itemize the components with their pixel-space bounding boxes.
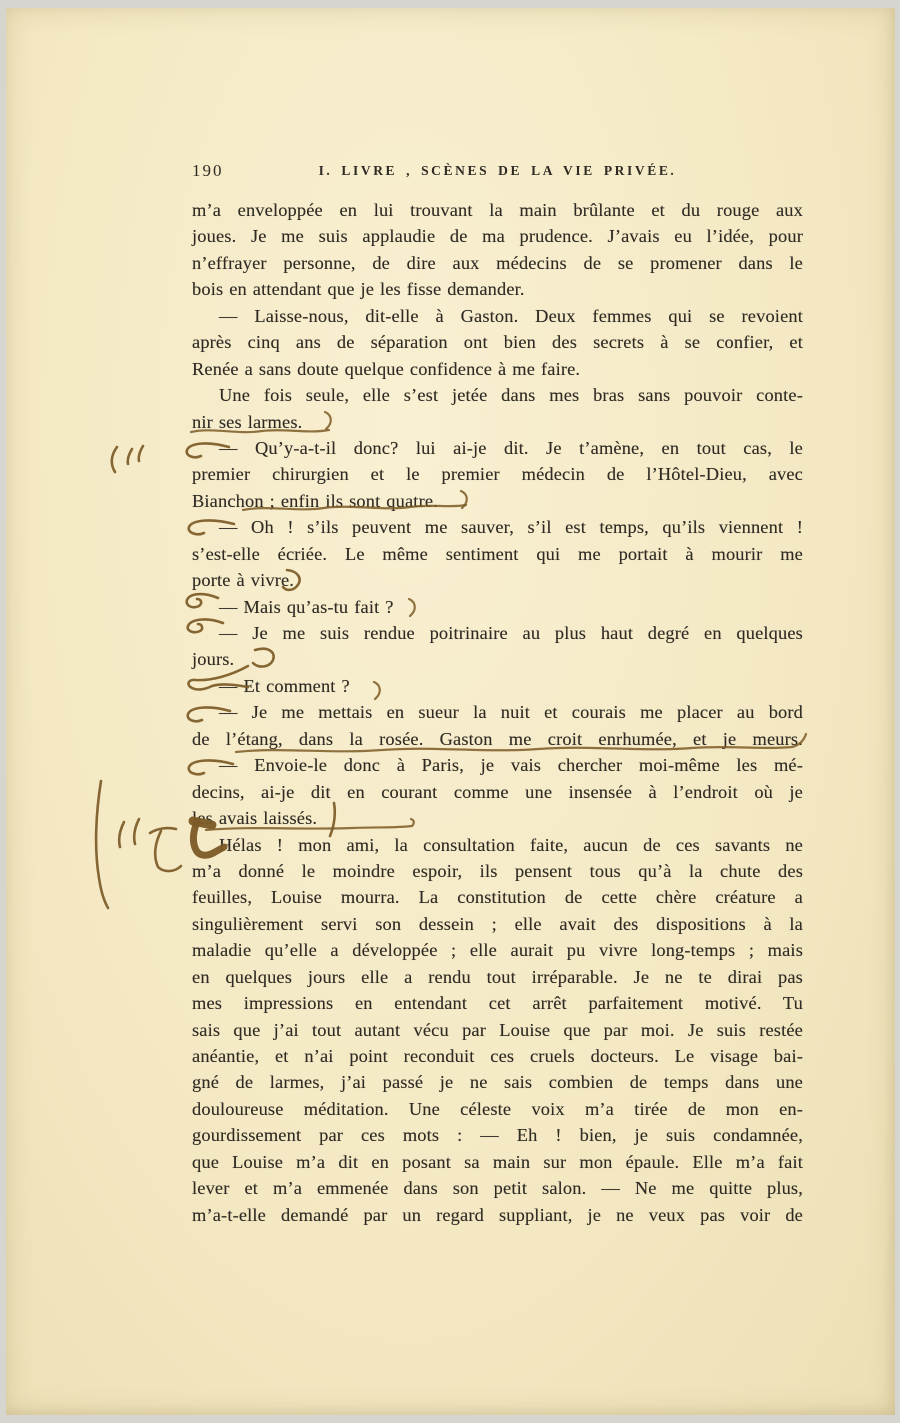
text-line: m’a donné le moindre espoir, ils pensent tous qu’à la chute des — [192, 860, 803, 881]
text-line: Hélas ! mon ami, la consultation faite, aucun de ces savants ne — [219, 834, 803, 855]
text-line: nir ses larmes. — [192, 411, 303, 432]
text-line: — Mais qu’as-tu fait ? — [219, 596, 394, 617]
text-line: que Louise m’a dit en posant sa main sur mon épaule. Elle m’a fait — [192, 1151, 803, 1172]
text-line: s’est-elle écriée. Le même sentiment qui me portait à mourir me — [192, 543, 803, 564]
text-line: en quelques jours elle a rendu tout irréparable. Je ne te dirai pas — [192, 966, 803, 987]
text-line: — Et comment ? — [219, 675, 350, 696]
text-block — [192, 197, 803, 1228]
text-line: Une fois seule, elle s’est jetée dans mes bras sans pouvoir conte- — [219, 385, 803, 406]
text-line: — Je me suis rendue poitrinaire au plus haut degré en quelques — [219, 623, 803, 643]
text-line: joues. Je me suis applaudie de ma prudence. J’avais eu l’idée, pour — [192, 226, 803, 247]
text-line: porte à vivre. — [192, 570, 295, 591]
text-line: — Envoie-le donc à Paris, je vais chercher moi-même les mé- — [219, 755, 803, 776]
text-line: gourdissement par ces mots : — Eh ! bien, je suis condamnée, — [192, 1125, 803, 1146]
text-line: — Qu’y-a-t-il donc? lui ai-je dit. Je t’amène, en tout cas, le — [219, 437, 803, 458]
text-line: après cinq ans de séparation ont bien des secrets à se confier, et — [192, 332, 803, 353]
text-line: — Je me mettais en sueur la nuit et courais me placer au bord — [219, 702, 803, 723]
text-line: Bianchon ; enfin ils sont quatre. — [192, 490, 438, 511]
page-number: 190 — [192, 161, 224, 180]
text-line: maladie qu’elle a développée ; elle aurait pu vivre long-temps ; mais — [192, 940, 803, 961]
text-line: n’effrayer personne, de dire aux médecins de se promener dans le — [192, 252, 803, 273]
text-line: — Oh ! s’ils peuvent me sauver, s’il est temps, qu’ils viennent ! — [219, 517, 803, 538]
text-line: feuilles, Louise mourra. La constitution de cette chère créature a — [192, 887, 803, 908]
text-line: gné de larmes, j’ai passé je ne sais combien de temps dans une — [192, 1072, 803, 1093]
text-line: lever et m’a emmenée dans son petit salon. — Ne me quitte plus, — [192, 1178, 803, 1199]
text-line: bois en attendant que je les fisse demander. — [192, 279, 525, 300]
text-line: mes impressions en entendant cet arrêt parfaitement motivé. Tu — [192, 993, 803, 1014]
text-line: douloureuse méditation. Une céleste voix m’a tirée de mon en- — [192, 1098, 803, 1119]
text-line: — Laisse-nous, dit-elle à Gaston. Deux femmes qui se revoient — [219, 305, 803, 326]
text-line: premier chirurgien et le premier médecin de l’Hôtel-Dieu, avec — [192, 464, 803, 485]
text-line: decins, ai-je dit en courant comme une insensée à l’endroit où je — [192, 781, 803, 802]
text-line: jours. — [192, 649, 235, 670]
text-line: singulièrement servi son dessein ; elle avait des dispositions à la — [192, 913, 803, 934]
text-line: sais que j’ai tout autant vécu par Louise que par moi. Je suis restée — [192, 1019, 803, 1040]
text-line: de l’étang, dans la rosée. Gaston me croit enrhumée, et je meurs. — [192, 728, 803, 749]
text-line: anéantie, et n’ai point reconduit ces cruels docteurs. Le visage bai- — [192, 1046, 803, 1066]
text-line: m’a-t-elle demandé par un regard suppliant, je ne veux pas voir de — [192, 1204, 803, 1225]
text-line: Renée a sans doute quelque confidence à me faire. — [192, 358, 581, 379]
running-header: I. LIVRE , SCÈNES DE LA VIE PRIVÉE. — [318, 163, 677, 178]
text-line: m’a enveloppée en lui trouvant la main brûlante et du rouge aux — [192, 200, 803, 220]
text-line: les avais laissés. — [192, 808, 318, 829]
page-header — [192, 160, 803, 184]
